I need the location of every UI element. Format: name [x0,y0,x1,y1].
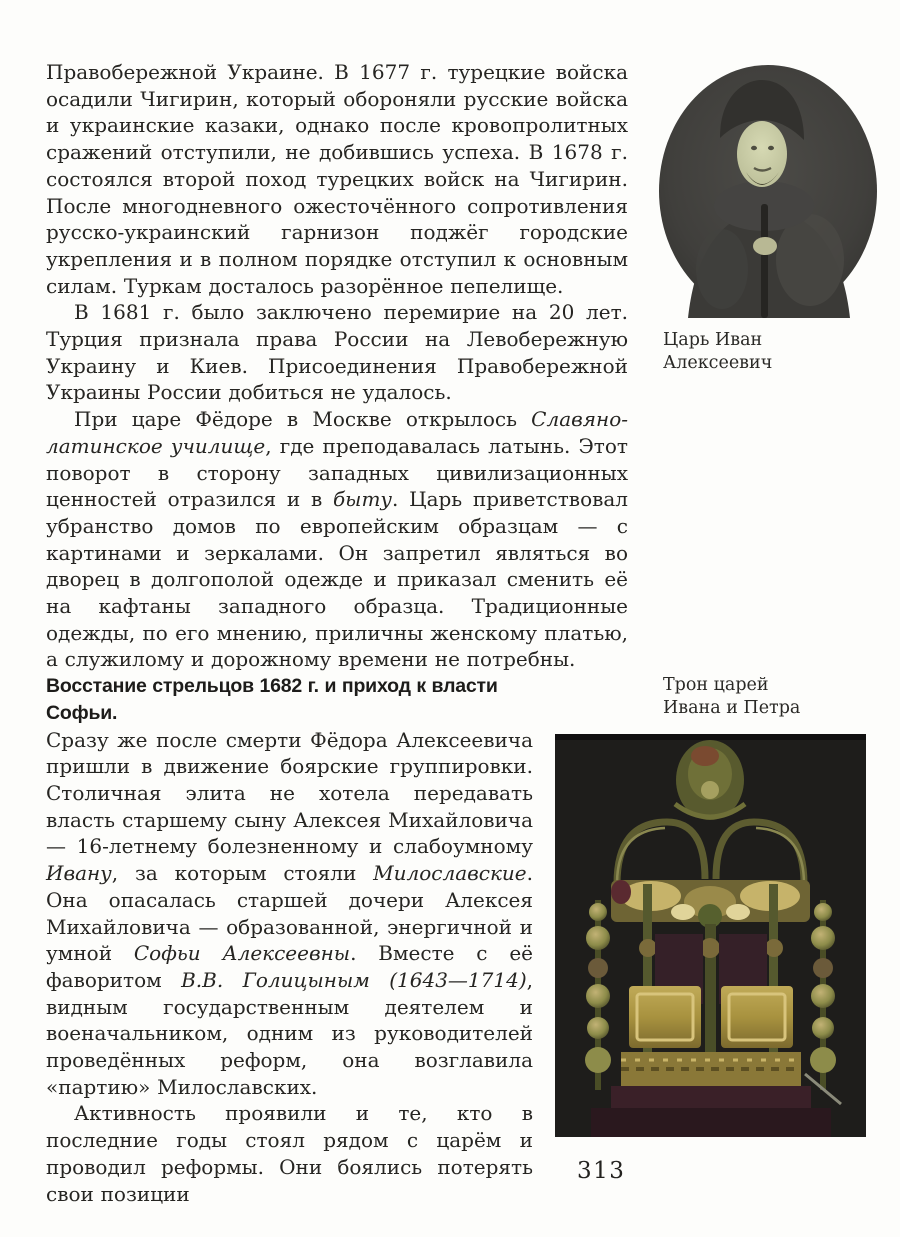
paragraph-chigirin-campaigns: Правобережной Украине. В 1677 г. турецкие войска осадили Чигирин, который обороняли русские войска и украинские казаки, однако после кровопролитных сражений отступили, не добившись успеха. В 1678 г. состоялся второй поход турецких войск на Чигирин. После многодневного ожесточённого сопротивления русско-украинский гарнизон поджёг городские укрепления и в полном порядке отступил к основным силам. Туркам досталось разорённое пепелище. [46,60,628,298]
tsar-ivan-portrait-photo [658,64,878,318]
portrait-caption [663,329,878,374]
throne-image [555,734,866,1137]
section-heading: Восстание стрельцов 1682 г. и приход к власти Софьи. [46,675,498,724]
paragraph-truce-1681: В 1681 г. было заключено перемирие на 20 лет. Турция признала права России на Левобережную Украину и Киев. Присоединения Правобережной Украины России добиться не удалось. [46,300,628,405]
throne-photo [555,734,866,1137]
paragraph-reformers-activity: Активность проявили и те, кто в последние годы стоял рядом с царём и проводил реформы. Они боялись потерять свои позиции [46,1101,533,1206]
throne-caption-line-1: Трон царей [663,675,769,695]
paragraph-fyodor-reforms: При царе Фёдоре в Москве открылось Славяно-латинское училище, где преподавалась латынь. Этот поворот в сторону западных цивилизационных ценностей отразился и в быту. Царь приветствовал убранство домов по европейским образцам — с картинами и зеркалами. Он запретил являться во дворец в долгополой одежде и приказал сменить её на кафтаны западного образца. Традиционные одежды, по его мнению, приличны женскому платью, а служилому и дорожному времени не потребны. [46,407,628,672]
throne-caption [663,674,878,719]
portrait-caption-line-1: Царь Иван [663,330,763,350]
portrait-caption-line-2: Алексеевич [663,352,773,373]
page-number: 313 [577,1158,626,1184]
paragraph-boyar-factions: Сразу же после смерти Фёдора Алексеевича пришли в движение боярские группировки. Столичная элита не хотела передавать власть старшему сыну Алексея Михайловича — 16-летнему болезненному и слабоумному Ивану, за которым стояли Милославские. Она опасалась старшей дочери Алексея Михайловича — образованной, энергичной и умной Софьи Алексеевны. Вместе с её фаворитом В.В. Голицыным (1643—1714), видным государственным деятелем и военачальником, одним из руководителей проведённых реформ, она возглавила «партию» Милославских. [46,727,533,1099]
portrait-image [658,64,878,318]
throne-caption-line-2: Ивана и Петра [663,697,801,718]
